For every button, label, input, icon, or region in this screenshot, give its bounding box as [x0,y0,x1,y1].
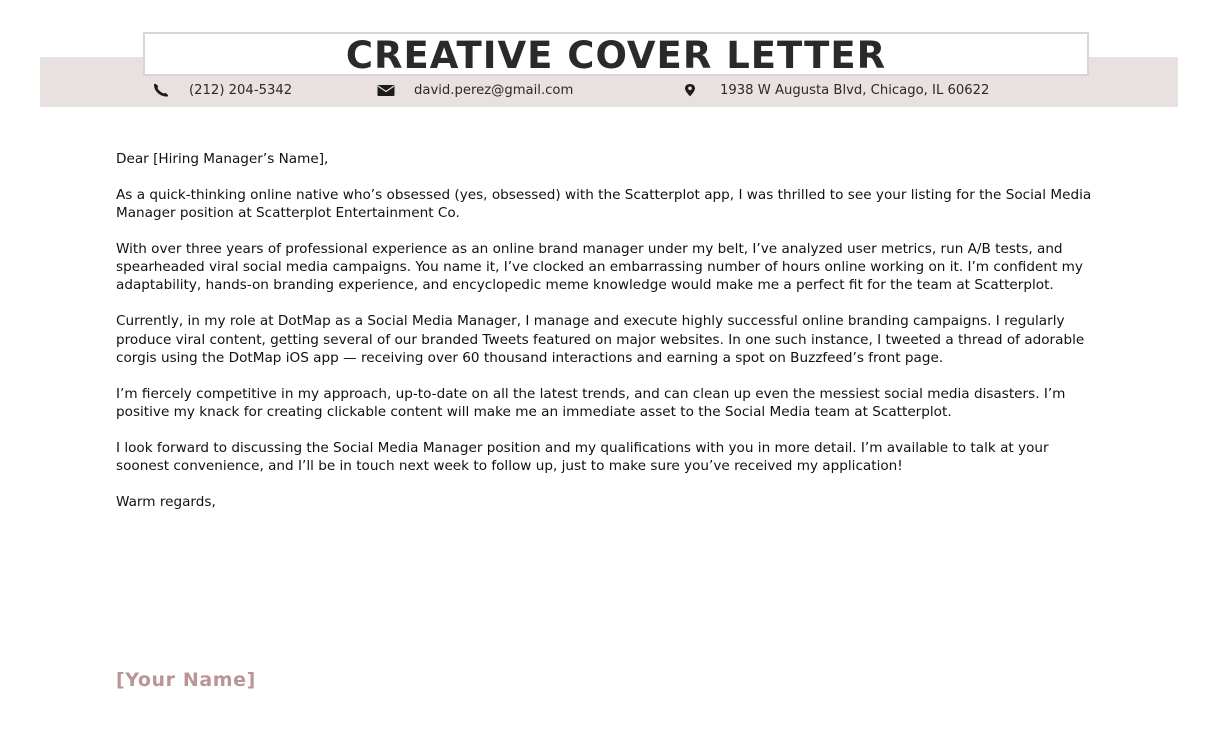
document-title: CREATIVE COVER LETTER [345,33,887,77]
phone-icon [152,83,170,97]
title-box [143,32,1089,76]
map-pin-icon [683,83,701,97]
contact-address [683,80,989,100]
envelope-icon [377,83,395,97]
paragraph-strengths: I’m fiercely competitive in my approach, up-to-date on all the latest trends, and can clean up even the messiest social media disasters. I’m positive my knack for creating clickable content will make me an immediate asset to the Social Media team at Scatterplot. [116,385,1066,420]
paragraph-intro: As a quick-thinking online native who’s obsessed (yes, obsessed) with the Scatterplot app, I was thrilled to see your listing for the Social Media Manager position at Scatterplot Entertainment Co. [116,186,1092,221]
paragraph-experience: With over three years of professional experience as an online brand manager under my belt, I’ve analyzed user metrics, run A/B tests, and spearheaded viral social media campaigns. You name it, I’ve clocked an embarrassing number of hours online working on it. I’m confident my adaptability, hands-on branding experience, and encyclopedic meme knowledge would make me a perfect fit for the team at Scatterplot. [116,240,1083,294]
letter-body [116,150,1106,529]
signature-name: [Your Name] [116,669,256,691]
contact-phone [152,80,292,100]
paragraph-closing: I look forward to discussing the Social Media Manager position and my qualifications with you in more detail. I’m available to talk at your soonest convenience, and I’ll be in touch next week to follow up, just to make sure you’ve received my application! [116,439,1049,475]
contact-email [377,80,573,100]
email-address: david.perez@gmail.com [414,82,574,98]
salutation: Dear [Hiring Manager’s Name], [116,151,329,167]
street-address: 1938 W Augusta Blvd, Chicago, IL 60622 [720,82,990,98]
phone-number: (212) 204-5342 [189,82,293,98]
paragraph-current-role: Currently, in my role at DotMap as a Social Media Manager, I manage and execute highly successful online branding campaigns. I regularly produce viral content, getting several of our branded Tweets featured on major websites. In one such instance, I tweeted a thread of adorable corgis using the DotMap iOS app — receiving over 60 thousand interactions and earning a spot on Buzzfeed’s front page. [116,313,1085,366]
closing-phrase: Warm regards, [116,494,216,511]
